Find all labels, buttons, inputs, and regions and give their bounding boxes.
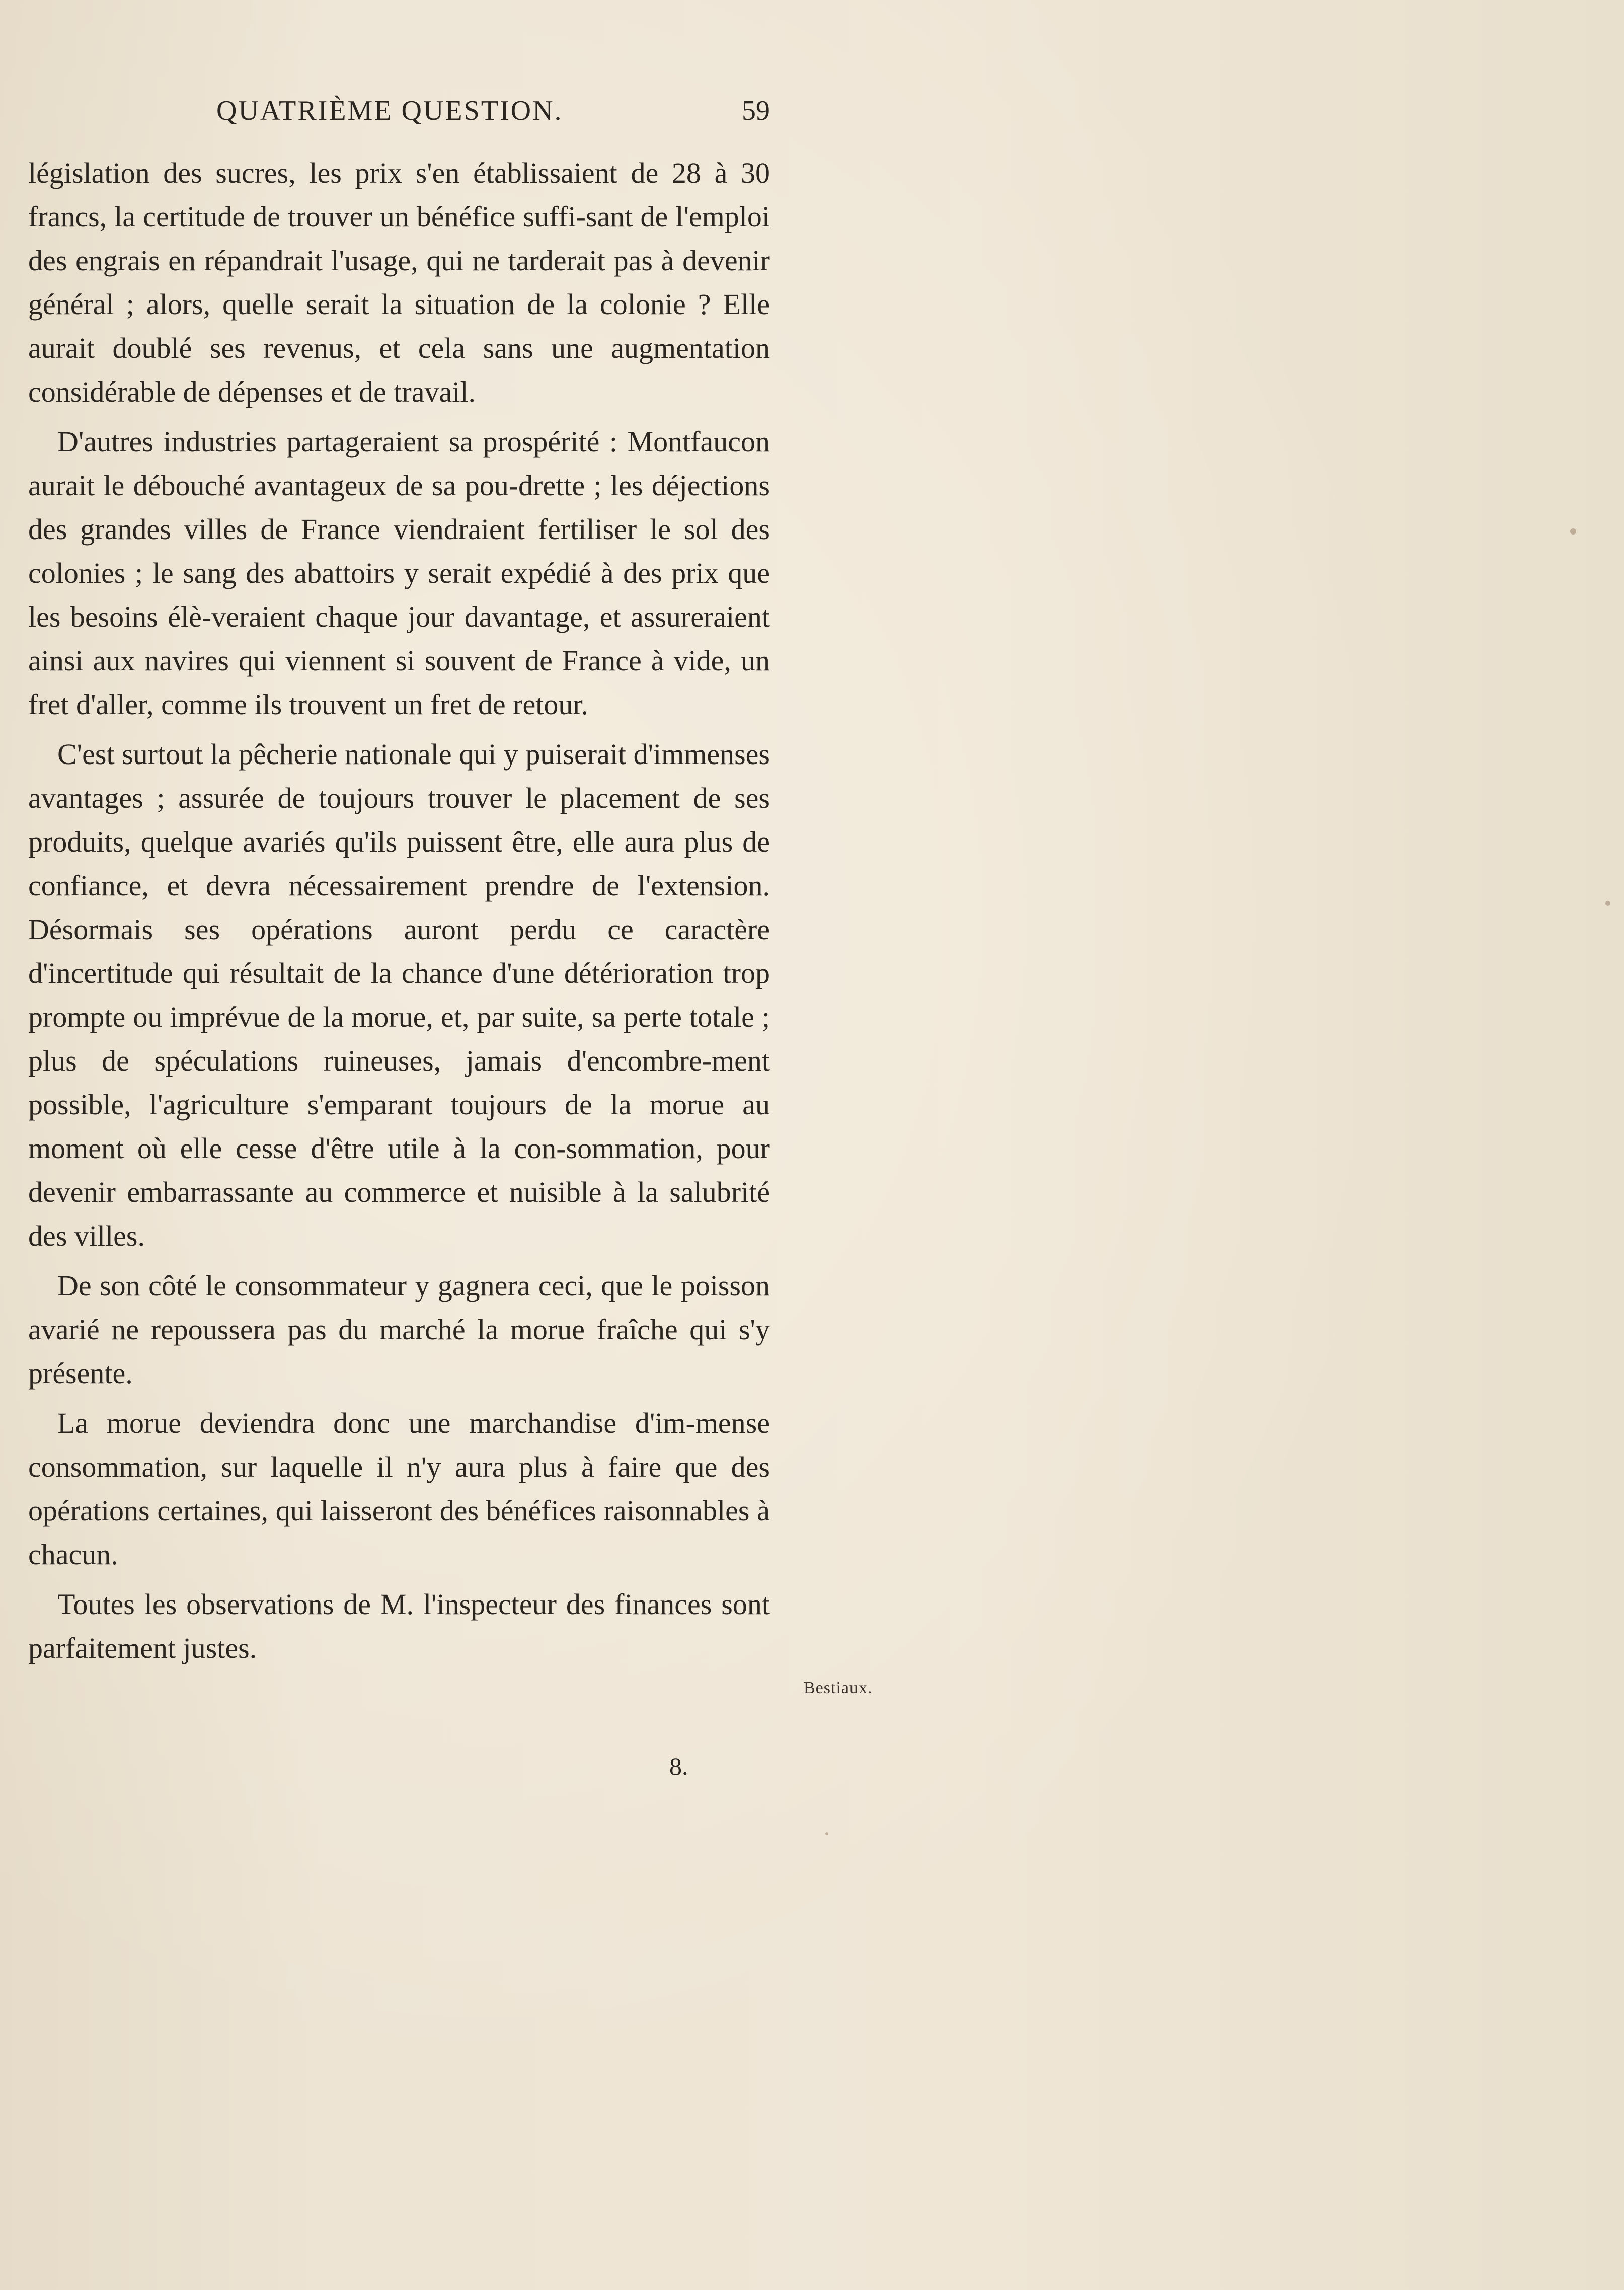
chapter-title: QUATRIÈME QUESTION. [216,95,563,126]
page-number: 59 [742,95,770,126]
paragraph: législation des sucres, les prix s'en établissaient de 28 à 30 francs, la certitude de trouver un bénéfice suffi-sant de l'emploi des engrais en répandrait l'usage, qui ne tarderait pas à devenir général ; alors, quelle serait la situation de la colonie ? Elle aurait doublé ses revenus, et cela sans une augmentation considérable de dépenses et de travail. [28,157,770,408]
body-text [28,151,770,1676]
paragraph: La morue deviendra donc une marchandise d'im-mense consommation, sur laquelle il n'y aura plus à faire que des opérations certaines, qui laisseront des bénéfices raisonnables à chacun. [28,1407,770,1571]
margin-note: Bestiaux. [804,1678,873,1697]
signature-mark: 8. [669,1752,688,1780]
paper-speck [1570,528,1576,535]
paragraph: De son côté le consommateur y gagnera ceci, que le poisson avarié ne repoussera pas du marché la morue fraîche qui s'y présente. [28,1269,770,1390]
paper-speck [1605,901,1610,906]
paragraph: D'autres industries partageraient sa prospérité : Montfaucon aurait le débouché avantageux de sa pou-drette ; les déjections des grandes villes de France viendraient fertiliser le sol des colonies ; le sang des abattoirs y serait expédié à des prix que les besoins élè-veraient chaque jour davantage, et assureraient ainsi aux navires qui viennent si souvent de France à vide, un fret d'aller, comme ils trouvent un fret de retour. [28,425,770,721]
paper-speck [825,1832,828,1835]
paragraph: Toutes les observations de M. l'inspecteur des finances sont parfaitement justes. [28,1588,770,1664]
paragraph: C'est surtout la pêcherie nationale qui y puiserait d'immenses avantages ; assurée de toujours trouver le placement de ses produits, quelque avariés qu'ils puissent être, elle aura plus de confiance, et devra nécessairement prendre de l'extension. Désormais ses opérations auront perdu ce caractère d'incertitude qui résultait de la chance d'une détérioration trop prompte ou imprévue de la morue, et, par suite, sa perte totale ; plus de spéculations ruineuses, jamais d'encombre-ment possible, l'agriculture s'emparant toujours de la morue au moment où elle cesse d'être utile à la con-sommation, pour devenir embarrassante au commerce et nuisible à la salubrité des villes. [28,738,770,1252]
running-head [201,95,770,135]
